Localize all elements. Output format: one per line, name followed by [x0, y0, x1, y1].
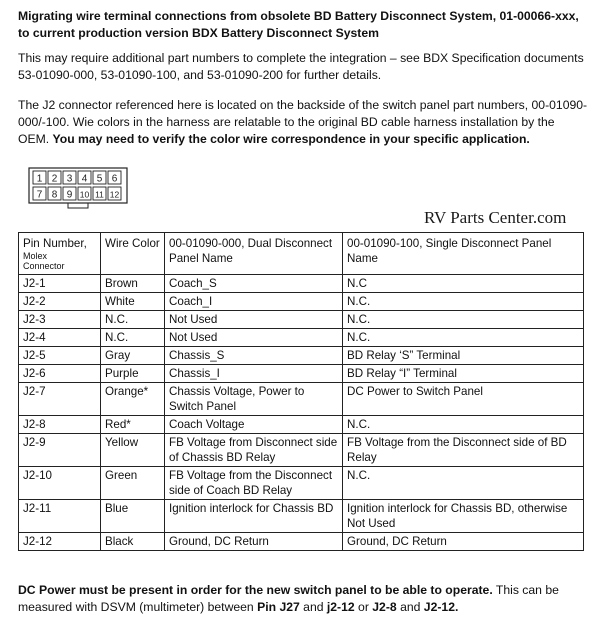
table-row [19, 500, 584, 533]
connector-pin-label: 4 [81, 173, 88, 185]
cell-single: N.C [343, 275, 584, 293]
header-color: Wire Color [101, 233, 165, 275]
header-dual: 00-01090-000, Dual Disconnect Panel Name [165, 233, 343, 275]
cell-color: Blue [101, 500, 165, 533]
header-pin-label: Pin Number, [23, 237, 87, 250]
cell-pin: J2-6 [19, 365, 101, 383]
cell-pin: J2-10 [19, 467, 101, 500]
cell-dual: FB Voltage from the Disconnect side of Coach BD Relay [165, 467, 343, 500]
cell-color: Purple [101, 365, 165, 383]
cell-pin: J2-7 [19, 383, 101, 416]
cell-color: Brown [101, 275, 165, 293]
cell-pin: J2-5 [19, 347, 101, 365]
footer-pin-2: j2-12 [326, 600, 355, 614]
cell-dual: Chassis_S [165, 347, 343, 365]
cell-single: Ground, DC Return [343, 533, 584, 551]
connector-pin-label: 10 [79, 189, 90, 200]
footer-text-3: or [354, 600, 373, 614]
footer-pin-1: Pin J27 [257, 600, 300, 614]
connector-pin-label: 1 [36, 173, 43, 185]
cell-dual: Chassis Voltage, Power to Switch Panel [165, 383, 343, 416]
footer-pin-4: J2-12. [423, 600, 459, 614]
cell-dual: FB Voltage from Disconnect side of Chassis BD Relay [165, 434, 343, 467]
table-row [19, 365, 584, 383]
cell-color: Gray [101, 347, 165, 365]
connector-pin-label: 2 [51, 173, 58, 185]
cell-pin: J2-2 [19, 293, 101, 311]
cell-single: BD Relay “I” Terminal [343, 365, 584, 383]
header-single: 00-01090-100, Single Disconnect Panel Name [343, 233, 584, 275]
connector-paragraph-warning: You may need to verify the color wire correspondence in your specific application. [52, 132, 530, 146]
cell-color: Yellow [101, 434, 165, 467]
connector-pin-label: 6 [111, 173, 118, 185]
table-header-row [19, 233, 584, 275]
connector-pin-label: 8 [51, 189, 58, 201]
pinout-table [18, 232, 584, 551]
connector-pin-label: 7 [36, 189, 43, 201]
cell-pin: J2-3 [19, 311, 101, 329]
cell-dual: Coach_I [165, 293, 343, 311]
connector-pin-label: 11 [95, 189, 104, 200]
cell-single: Ignition interlock for Chassis BD, otherwise Not Used [343, 500, 584, 533]
cell-pin: J2-4 [19, 329, 101, 347]
cell-dual: Not Used [165, 329, 343, 347]
table-row [19, 467, 584, 500]
cell-single: N.C. [343, 311, 584, 329]
table-row [19, 416, 584, 434]
connector-pin-label: 9 [66, 189, 73, 201]
header-pin-sub1: Molex [23, 251, 48, 261]
table-row [19, 434, 584, 467]
document-title: Migrating wire terminal connections from obsolete BD Battery Disconnect System, 01-00066-xxx, to current production version BDX Battery Disconnect System [18, 9, 579, 40]
cell-single: BD Relay ‘S” Terminal [343, 347, 584, 365]
cell-color: N.C. [101, 329, 165, 347]
cell-color: Green [101, 467, 165, 500]
cell-dual: Ignition interlock for Chassis BD [165, 500, 343, 533]
footer-pin-3: J2-8 [372, 600, 397, 614]
cell-color: White [101, 293, 165, 311]
cell-dual: Coach Voltage [165, 416, 343, 434]
table-row [19, 311, 584, 329]
connector-pin-label: 5 [96, 173, 103, 185]
watermark: RV Parts Center.com [424, 208, 567, 227]
cell-dual: Chassis_I [165, 365, 343, 383]
cell-dual: Ground, DC Return [165, 533, 343, 551]
cell-pin: J2-8 [19, 416, 101, 434]
connector-latch [68, 203, 88, 208]
cell-color: Orange* [101, 383, 165, 416]
cell-dual: Not Used [165, 311, 343, 329]
connector-diagram [28, 167, 128, 209]
header-pin [19, 233, 101, 275]
footer-note [18, 582, 588, 616]
cell-single: N.C. [343, 329, 584, 347]
cell-color: Red* [101, 416, 165, 434]
footer-text-2: and [299, 600, 327, 614]
cell-single: FB Voltage from the Disconnect side of BD Relay [343, 434, 584, 467]
table-row [19, 293, 584, 311]
header-pin-sub2: Connector [23, 261, 65, 271]
cell-dual: Coach_S [165, 275, 343, 293]
cell-single: N.C. [343, 467, 584, 500]
connector-paragraph [18, 97, 588, 148]
cell-color: N.C. [101, 311, 165, 329]
connector-pin-label: 3 [66, 173, 73, 185]
table-row [19, 347, 584, 365]
cell-pin: J2-11 [19, 500, 101, 533]
table-row [19, 329, 584, 347]
cell-pin: J2-12 [19, 533, 101, 551]
cell-single: DC Power to Switch Panel [343, 383, 584, 416]
cell-single: N.C. [343, 293, 584, 311]
cell-pin: J2-9 [19, 434, 101, 467]
table-row [19, 383, 584, 416]
cell-single: N.C. [343, 416, 584, 434]
table-row [19, 533, 584, 551]
footer-text-1: This can be measured with DSVM (multimeter) between [18, 583, 559, 614]
table-row [19, 275, 584, 293]
connector-pin-label: 12 [109, 189, 120, 200]
intro-paragraph: This may require additional part numbers to complete the integration – see BDX Specification documents 53-01090-000, 53-01090-100, and 53-01090-200 for further details. [18, 51, 584, 82]
cell-color: Black [101, 533, 165, 551]
footer-bold-sentence: DC Power must be present in order for the new switch panel to be able to operate. [18, 583, 493, 597]
cell-pin: J2-1 [19, 275, 101, 293]
connector-paragraph-text: The J2 connector referenced here is located on the backside of the switch panel part numbers, 00-01090-000/-100. Wie colors in the harness are relatable to the original BD cable harness installation by the OEM. [18, 98, 588, 146]
footer-text-4: and [396, 600, 424, 614]
